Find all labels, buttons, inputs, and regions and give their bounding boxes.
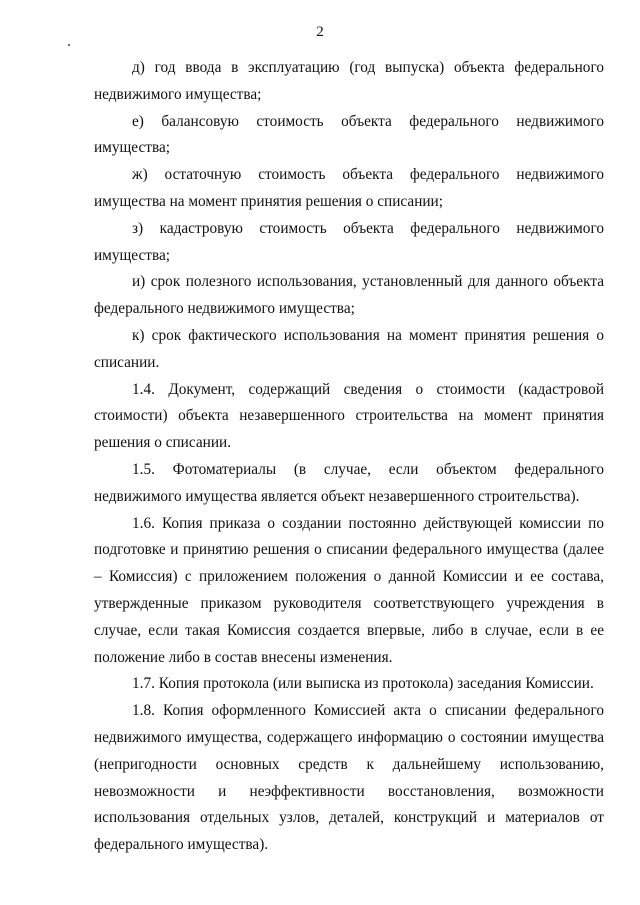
paragraph-1-6: 1.6. Копия приказа о создании постоянно действующей комиссии по подготовке и принятию решения о списании федерального имущества (далее – Комиссия) с приложением положения о данной Комиссии и ее состава, утвержденные приказом руководителя соответствующего учреждения в случае, если такая Комиссия создается впервые, либо в случае, если в ее положение либо в состав внесены изменения. — [94, 514, 604, 666]
page-number: 2 — [316, 24, 324, 40]
paragraph-item-z: з) кадастровую стоимость объекта федерального недвижимого имущества; — [94, 219, 604, 264]
paragraph-item-d: д) год ввода в эксплуатацию (год выпуска) объекта федерального недвижимого имущества; — [94, 59, 604, 103]
paragraph-item-e: е) балансовую стоимость объекта федерального недвижимого имущества; — [94, 112, 604, 157]
paragraph-1-7: 1.7. Копия протокола (или выписка из протокола) заседания Комиссии. — [132, 675, 594, 693]
paragraph-1-8: 1.8. Копия оформленного Комиссией акта о списании федерального недвижимого имущества, содержащего информацию о состоянии имущества (непригодности основных средств к дальнейшему использованию, невозможности и неэффективности восстановления, возможности использования отдельных узлов, деталей, конструкций и материалов от федерального имущества). — [94, 702, 604, 854]
scan-artifact-dot — [68, 44, 70, 46]
paragraph-item-i: и) срок полезного использования, установленный для данного объекта федерального недвижимого имущества; — [94, 273, 604, 318]
document-body — [94, 55, 604, 859]
paragraph-item-k: к) срок фактического использования на момент принятия решения о списании. — [94, 326, 604, 371]
paragraph-1-5: 1.5. Фотоматериалы (в случае, если объектом федерального недвижимого имущества является объект незавершенного строительства). — [94, 460, 604, 505]
paragraph-1-4: 1.4. Документ, содержащий сведения о стоимости (кадастровой стоимости) объекта незавершенного строительства на момент принятия решения о списании. — [94, 380, 604, 452]
paragraph-item-zh: ж) остаточную стоимость объекта федерального недвижимого имущества на момент принятия решения о списании; — [94, 166, 604, 210]
